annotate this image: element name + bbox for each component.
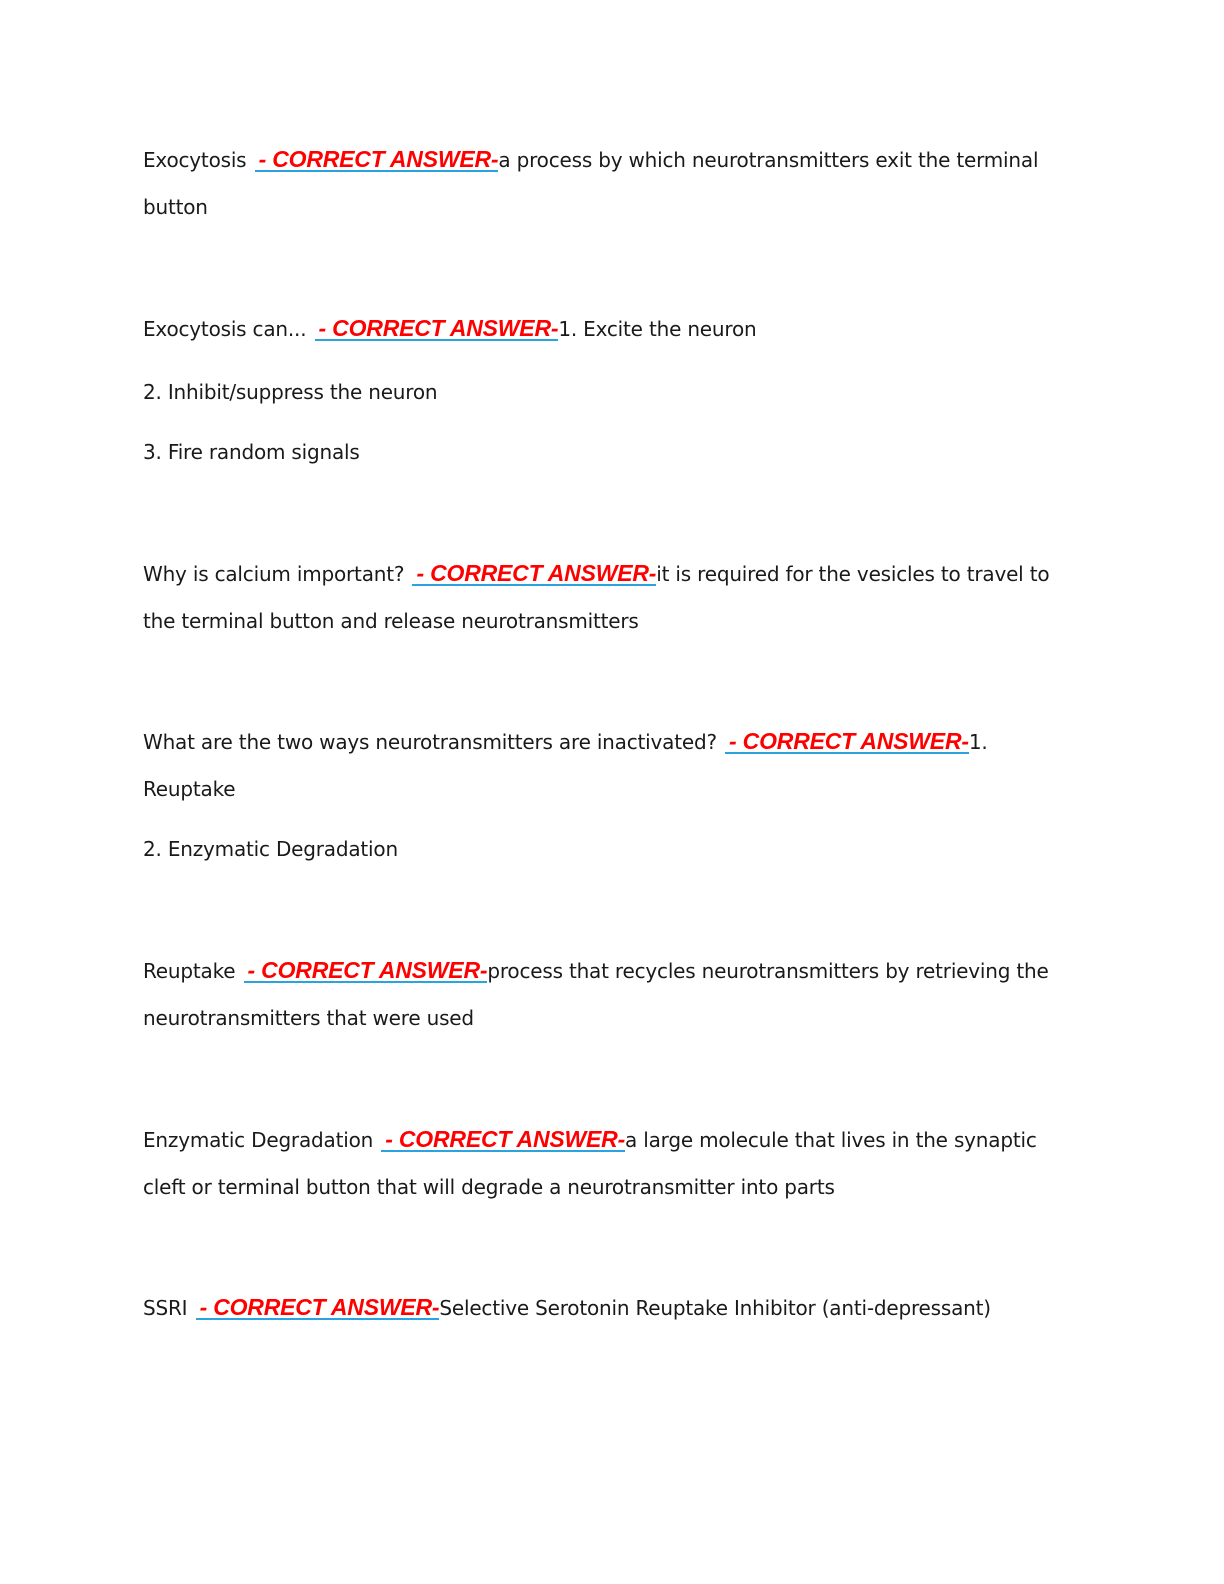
qa-line — [143, 1117, 1073, 1164]
answer-text: 1. — [968, 730, 988, 754]
answer-text: it is required for the vesicles to travel to — [656, 562, 1050, 586]
question-text: Why is calcium important? — [143, 562, 405, 586]
qa-entry-inactivation — [143, 719, 1073, 813]
qa-line — [143, 137, 1073, 184]
correct-answer-tag: - CORRECT ANSWER- — [244, 959, 488, 983]
correct-answer-tag: - CORRECT ANSWER- — [381, 1128, 625, 1152]
answer-text: a large molecule that lives in the synaptic — [625, 1128, 1037, 1152]
question-text: SSRI — [143, 1296, 188, 1320]
qa-line — [143, 551, 1073, 598]
qa-entry-ssri — [143, 1285, 1073, 1332]
correct-answer-tag: - CORRECT ANSWER- — [315, 317, 559, 341]
answer-text: process that recycles neurotransmitters by retrieving the — [487, 959, 1049, 983]
qa-line — [143, 719, 1073, 766]
list-item: 2. Inhibit/suppress the neuron — [143, 380, 438, 404]
qa-entry-calcium — [143, 551, 1073, 645]
answer-continuation: cleft or terminal button that will degrade a neurotransmitter into parts — [143, 1175, 835, 1199]
question-text: What are the two ways neurotransmitters are inactivated? — [143, 730, 717, 754]
correct-answer-tag: - CORRECT ANSWER- — [412, 562, 656, 586]
question-text: Enzymatic Degradation — [143, 1128, 374, 1152]
qa-entry-enzymatic-degradation — [143, 1117, 1073, 1211]
correct-answer-tag: - CORRECT ANSWER- — [196, 1296, 440, 1320]
qa-entry-exocytosis-can — [143, 306, 1073, 353]
correct-answer-tag: - CORRECT ANSWER- — [255, 148, 499, 172]
qa-line — [143, 306, 1073, 353]
list-item: 3. Fire random signals — [143, 440, 360, 464]
answer-text: a process by which neurotransmitters exit the terminal — [498, 148, 1039, 172]
answer-continuation: the terminal button and release neurotransmitters — [143, 609, 639, 633]
answer-continuation: Reuptake — [143, 777, 236, 801]
question-text: Exocytosis can... — [143, 317, 307, 341]
qa-entry-exocytosis — [143, 137, 1073, 231]
qa-line — [143, 1285, 1073, 1332]
answer-continuation: button — [143, 195, 208, 219]
question-text: Exocytosis — [143, 148, 247, 172]
question-text: Reuptake — [143, 959, 236, 983]
answer-text: 1. Excite the neuron — [558, 317, 757, 341]
qa-entry-reuptake — [143, 948, 1073, 1042]
answer-continuation: neurotransmitters that were used — [143, 1006, 474, 1030]
list-item: 2. Enzymatic Degradation — [143, 837, 398, 861]
qa-line — [143, 948, 1073, 995]
correct-answer-tag: - CORRECT ANSWER- — [725, 730, 969, 754]
answer-text: Selective Serotonin Reuptake Inhibitor (anti-depressant) — [439, 1296, 991, 1320]
